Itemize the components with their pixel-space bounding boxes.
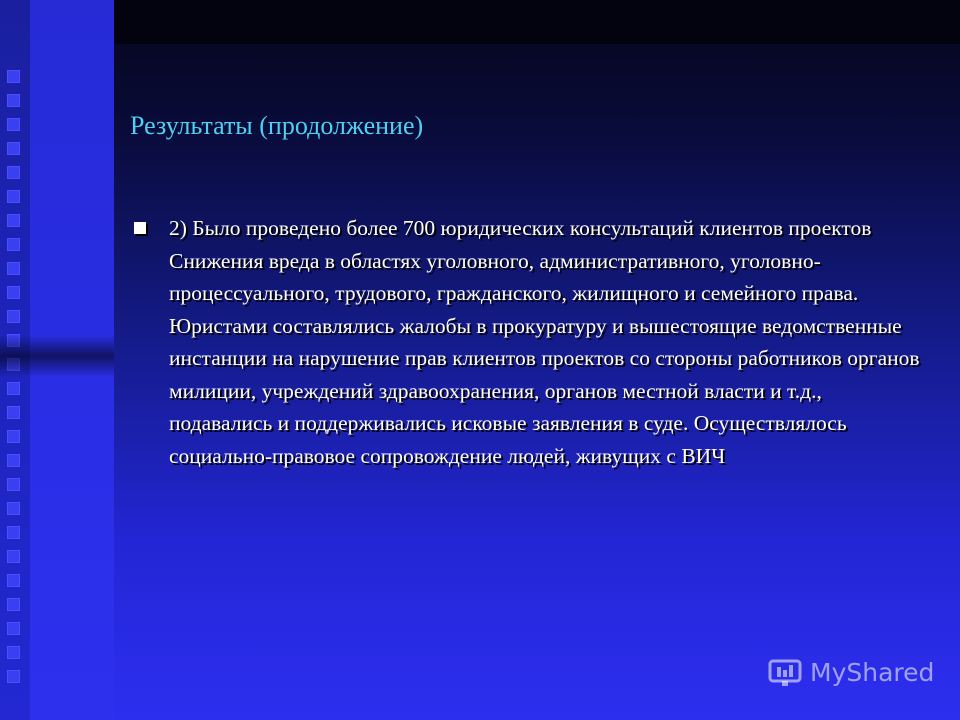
top-band	[0, 0, 960, 44]
slide-body	[134, 212, 934, 472]
decor-square	[7, 478, 20, 491]
slide-title: Результаты (продолжение)	[130, 111, 424, 140]
bullet-item	[134, 212, 934, 472]
left-decor-strip	[0, 0, 114, 720]
decor-square	[7, 190, 20, 203]
decor-squares	[7, 70, 21, 694]
watermark	[768, 655, 934, 689]
decor-square	[7, 670, 20, 683]
decor-dark-band	[0, 335, 114, 377]
decor-square	[7, 454, 20, 467]
decor-square	[7, 166, 20, 179]
decor-square	[7, 382, 20, 395]
decor-square	[7, 238, 20, 251]
decor-square	[7, 526, 20, 539]
myshared-logo-icon	[768, 655, 804, 689]
bullet-text: 2) Было проведено более 700 юридических консультаций клиентов проектов Снижения вреда в областях уголовного, административного, уголовно-процессуального, трудового, гражданского, жилищного и семейного права. Юристами составлялись жалобы в прокуратуру и вышестоящие ведомственные инстанции на нарушение прав клиентов проектов со стороны работников органов милиции, учреждений здравоохранения, органов местной власти и т.д., подавались и поддерживались исковые заявления в суде. Осуществлялось социально-правовое сопровождение людей, живущих с ВИЧ	[169, 216, 920, 468]
decor-square	[7, 574, 20, 587]
decor-square	[7, 406, 20, 419]
watermark-label: MyShared	[810, 657, 935, 687]
decor-square	[7, 214, 20, 227]
decor-square	[7, 286, 20, 299]
decor-square	[7, 70, 20, 83]
decor-square	[7, 550, 20, 563]
decor-square	[7, 502, 20, 515]
decor-square	[7, 118, 20, 131]
decor-square	[7, 262, 20, 275]
decor-square	[7, 142, 20, 155]
decor-square	[7, 622, 20, 635]
decor-square	[7, 598, 20, 611]
decor-square	[7, 430, 20, 443]
decor-square	[7, 646, 20, 659]
square-bullet-icon	[134, 222, 146, 234]
decor-square	[7, 310, 20, 323]
decor-square	[7, 94, 20, 107]
